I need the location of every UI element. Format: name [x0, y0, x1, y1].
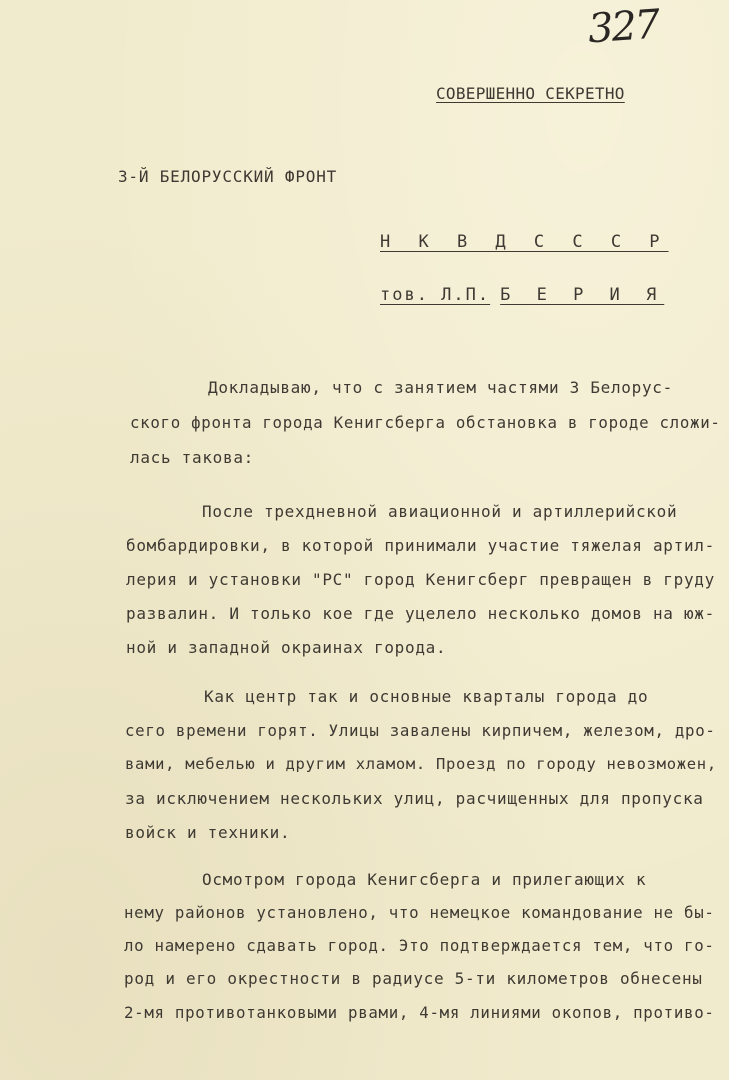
- paragraph-line: за исключением нескольких улиц, расчищенных для пропуска: [125, 789, 704, 808]
- paragraph-line: Как центр так и основные кварталы города до: [204, 687, 649, 706]
- paragraph-line: Докладываю, что с занятием частями 3 Белорус-: [208, 378, 673, 397]
- paragraph-line: лерия и установки "РС" город Кенигсберг превращен в груду: [126, 570, 715, 589]
- paragraph-line: ло намерено сдавать город. Это подтверждается тем, что го-: [124, 936, 715, 955]
- paragraph-line: нему районов установлено, что немецкое командование не бы-: [124, 903, 715, 922]
- addressee-name: Б Е Р И Я: [500, 285, 665, 305]
- addressee-person: [380, 285, 664, 305]
- handwritten-page-number: 327: [586, 1, 660, 53]
- paragraph-line: Осмотром города Кенигсберга и прилегающих к: [202, 870, 647, 889]
- paragraph-line: 2-мя противотанковыми рвами, 4-мя линиями окопов, противо-: [124, 1003, 715, 1022]
- front-heading: 3-Й БЕЛОРУССКИЙ ФРОНТ: [118, 167, 338, 186]
- paragraph-line: ной и западной окраинах города.: [126, 638, 447, 657]
- paragraph-line: лась такова:: [130, 448, 254, 467]
- addressee-organization: Н К В Д С С С Р: [380, 232, 669, 252]
- paragraph-line: После трехдневной авиационной и артиллерийской: [202, 502, 678, 521]
- paragraph-line: вами, мебелью и другим хламом. Проезд по городу невозможен,: [125, 755, 717, 773]
- addressee-prefix: тов. Л.П.: [380, 285, 491, 305]
- paragraph-line: бомбардировки, в которой принимали участие тяжелая артил-: [126, 536, 715, 555]
- paragraph-line: войск и техники.: [125, 823, 291, 842]
- paragraph-line: ского фронта города Кенигсберга обстановка в городе сложи-: [130, 413, 721, 432]
- paragraph-line: сего времени горят. Улицы завалены кирпичем, железом, дро-: [125, 721, 716, 740]
- classification-stamp: СОВЕРШЕННО СЕКРЕТНО: [436, 84, 625, 103]
- paragraph-line: развалин. И только кое где уцелело несколько домов на юж-: [126, 604, 715, 623]
- paragraph-line: род и его окрестности в радиусе 5-ти километров обнесены: [124, 969, 703, 988]
